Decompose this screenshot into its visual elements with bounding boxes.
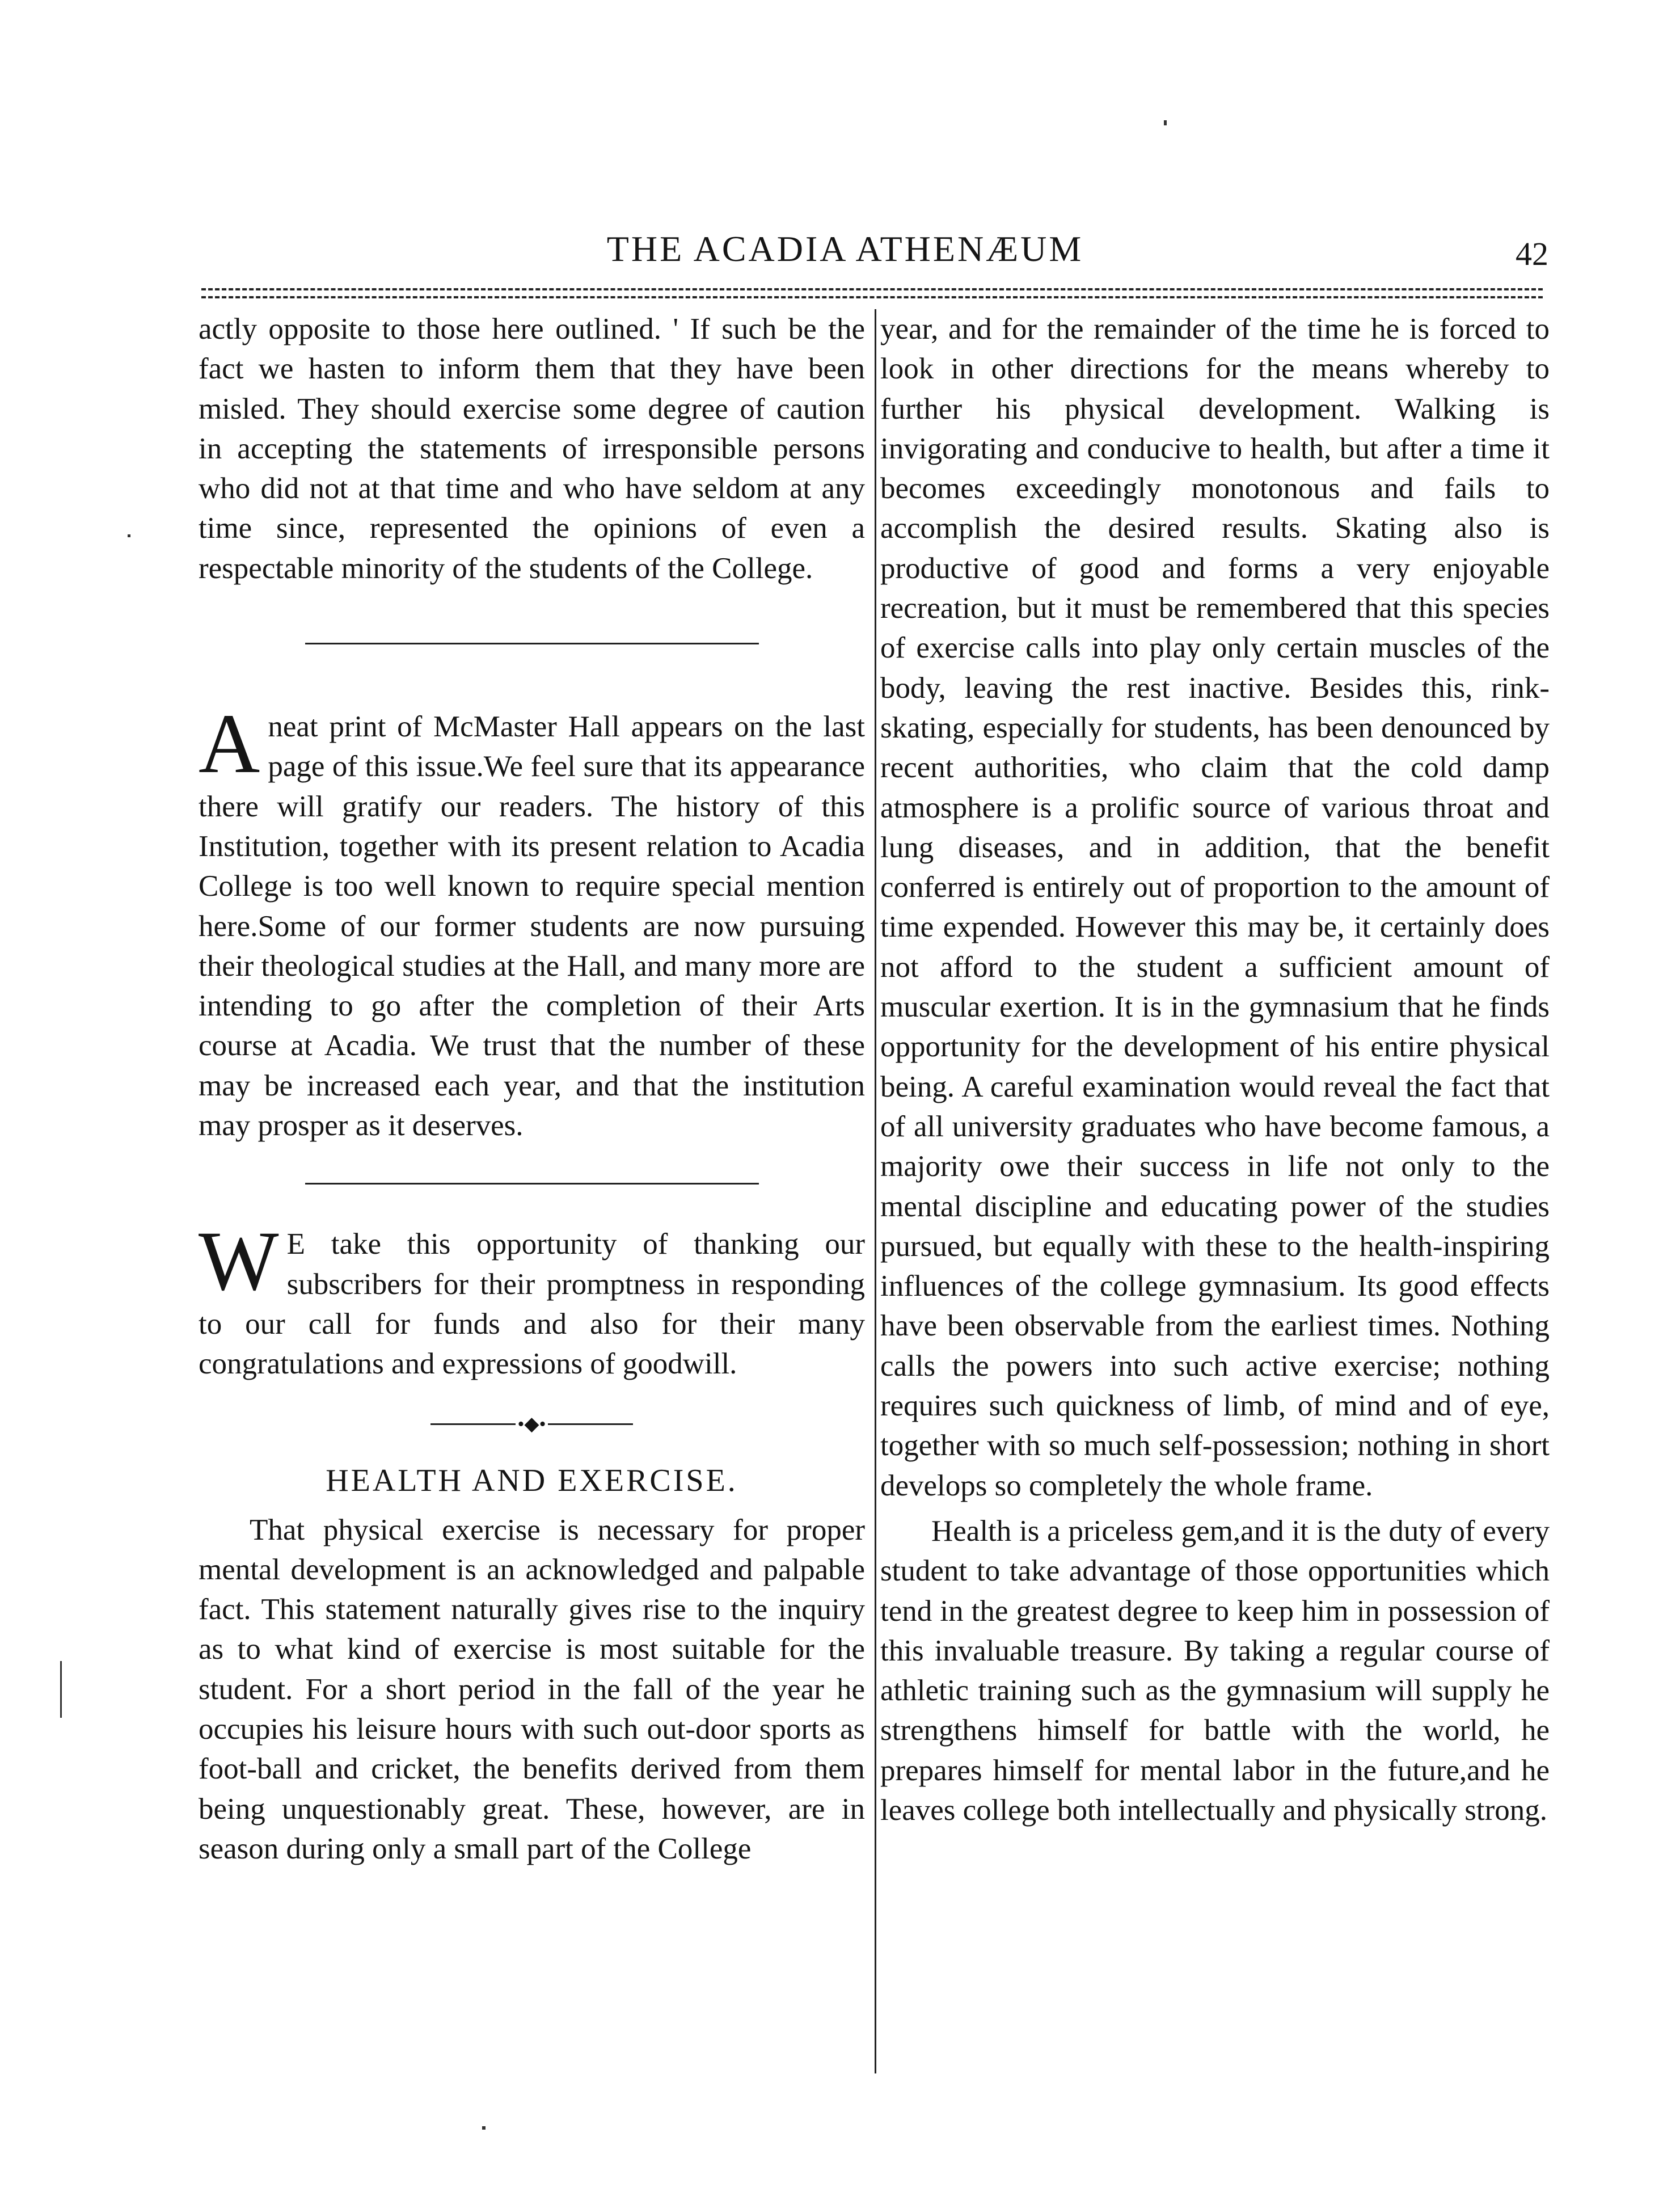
ornament-line-left [430,1423,516,1425]
ornament-glyph: •◆• [517,1413,546,1435]
page-header-title: THE ACADIA ATHENÆUM [606,229,1084,269]
continued-paragraph: year, and for the remainder of the time he is forced to look in other directions for the means whereby to further his physical development. Walking is invigorating and conducive to health, but after a time it becomes exceedingly monotonous and fails to accomplish the desired results. Skating also is productive of good and forms a very enjoyable recreation, but it must be remembered that this species of exercise calls into play only certain muscles of the body, leaving the rest inactive. Besides this, rink-skating, especially for students, has been denounced by recent authorities, who claim that the cold damp atmosphere is a prolific source of various throat and lung diseases, and in addition, that the benefit conferred is entirely out of proportion to the amount of time expended. However this may be, it certainly does not afford to the student a sufficient amount of muscular exertion. It is in the gymnasium that he finds opportunity for the development of his entire physical being. A careful examination would reveal the fact that of all university graduates who have become famous, a majority owe their success in life not only to the mental discipline and educating power of the studies pursued, but equally with these to the health-inspiring influences of the college gymnasium. Its good effects have been observable from the earliest times. Nothing calls the powers into such active exercise; nothing requires such quickness of limb, of mind and of eye, together with so much self-possession; nothing in short develops so completely the whole frame. [880,313,1550,1502]
ornamental-divider [199,1415,865,1434]
header-rule-top [201,288,1543,290]
print-speck [60,1661,62,1718]
section-heading: HEALTH AND EXERCISE. [326,1462,738,1498]
print-speck [482,2126,486,2130]
thanks-text: E take this opportunity of thanking our subscribers for their promptness in responding to our call for funds and also for their many congratulations and expressions of goodwill. [199,1228,865,1381]
right-column [880,309,1550,1830]
mcmaster-hall-text: neat print of McMaster Hall appears on the last page of this issue.We feel sure that its appearance there will gratify our readers. The history of this Institution, together with its present relation to Acadia College is too well known to require special mention here.Some of our former students are now pursuing their theological studies at the Hall, and many more are intending to go after the completion of their Arts course at Acadia. We trust that the number of these may be increased each year, and that the institution may prosper as it deserves. [199,710,865,1143]
column-divider [875,309,876,2073]
dropcap-a: A [199,697,260,791]
header-rule-bottom [201,296,1543,298]
page-number: 42 [1516,235,1548,272]
section-divider [305,643,759,644]
mcmaster-hall-notice [199,697,865,1145]
health-exercise-paragraph: That physical exercise is necessary for proper mental development is an acknowledged and palpable fact. This statement naturally gives rise to the inquiry as to what kind of exercise is most suitable for the student. For a short period in the fall of the year he occupies his leisure hours with such out-door sports as foot-ball and cricket, the benefits derived from them being unquestionably great. These, however, are in season during only a small part of the College [199,1513,865,1865]
continued-paragraph: actly opposite to those here outlined. ' If such be the fact we hasten to inform them that they have been misled. They should exercise some degree of caution in accepting the statements of irresponsible persons who did not at that time and who have seldom at any time since, represented the opinions of even a respectable minority of the students of the College. [199,313,865,585]
thanks-notice [199,1214,865,1384]
final-paragraph: Health is a priceless gem,and it is the duty of every student to take advantage of those opportunities which tend in the greatest degree to keep him in possession of this invaluable treasure. By taking a regular course of athletic training such as the gymnasium will supply he strengthens himself for battle with the world, he prepares himself for mental labor in the future,and he leaves college both intellectually and physically strong. [880,1514,1550,1827]
dropcap-w: W [199,1214,279,1309]
print-speck [1164,120,1167,125]
left-column [199,309,865,1869]
section-divider [305,1183,759,1185]
print-speck [128,534,130,537]
ornament-line-right [548,1423,633,1425]
